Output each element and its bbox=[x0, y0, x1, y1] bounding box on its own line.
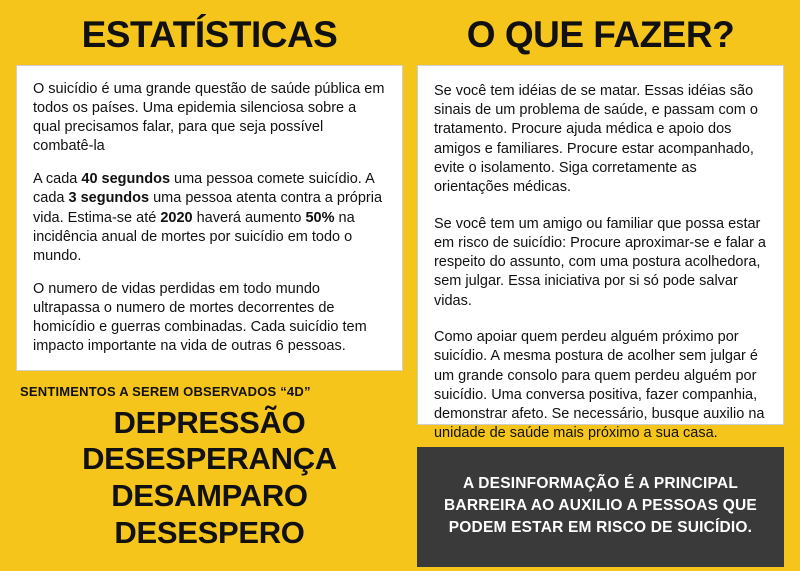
stat-text-part1: A cada bbox=[33, 171, 82, 188]
left-paragraph-stats bbox=[33, 170, 386, 266]
stat-text-part2: uma pessoa comete suicídio. A cada bbox=[33, 171, 374, 207]
right-heading: O QUE FAZER? bbox=[466, 14, 735, 55]
d-words-list bbox=[16, 405, 403, 551]
stat-bold-50-percent: 50% bbox=[305, 209, 335, 226]
what-to-do-card bbox=[417, 65, 784, 442]
stat-text-part5: na incidência anual de mortes por suicídio em todo o mundo. bbox=[33, 209, 355, 264]
stat-text-part4: haverá aumento bbox=[192, 209, 306, 226]
stat-bold-3-segundos: 3 segundos bbox=[68, 190, 150, 207]
right-paragraph-1: Se você tem idéias de se matar. Essas idéias são sinais de um problema de saúde, e passam com o tratamento. Procure ajuda médica e apoio dos amigos e familiares. Procure estar acompanhado, evite o isolamento. Siga corretamente as orientações médicas. bbox=[433, 82, 758, 196]
stat-bold-2020: 2020 bbox=[160, 209, 193, 226]
sub-label-4d: SENTIMENTOS A SEREM OBSERVADOS “4D” bbox=[20, 383, 311, 399]
left-heading: ESTATÍSTICAS bbox=[81, 14, 338, 55]
right-paragraph-2: Se você tem um amigo ou familiar que possa estar em risco de suicídio: Procure aproximar-se e falar a respeito do assunto, com uma postura acolhedora, sem julgar. Essa iniciativa por si só pode salvar vidas. bbox=[433, 215, 766, 309]
left-paragraph-3: O numero de vidas perdidas em todo mundo ultrapassa o numero de mortes decorrentes de homicídio e guerras combinadas. Cada suicídio tem impacto importante na vida de outras 6 pessoas. bbox=[33, 280, 367, 355]
left-paragraph-1: O suicídio é uma grande questão de saúde pública em todos os países. Uma epidemia silenciosa sobre a qual precisamos falar, para que seja possível combatê-la bbox=[33, 80, 385, 155]
stat-bold-40-segundos: 40 segundos bbox=[81, 171, 171, 188]
stat-text-part3: uma pessoa atenta contra a própria vida. Estima-se até bbox=[33, 190, 383, 226]
right-column bbox=[417, 14, 784, 561]
right-paragraph-3: Como apoiar quem perdeu alguém próximo por suicídio. A mesma postura de acolher sem julgar é um grande consolo para quem perdeu alguém por suicídio. Uma conversa positiva, fazer companhia, demonstrar afeto. Se necessário, busque auxilio na unidade de saúde mais próximo a sua casa. bbox=[433, 328, 765, 442]
left-column bbox=[16, 14, 403, 561]
list-item: DESESPERO bbox=[114, 514, 305, 550]
list-item: DESAMPARO bbox=[111, 478, 308, 513]
list-item: DESESPERANÇA bbox=[82, 441, 337, 477]
alert-banner bbox=[417, 447, 784, 567]
list-item: DEPRESSÃO bbox=[113, 404, 306, 440]
alert-banner-text: A DESINFORMAÇÃO É A PRINCIPAL BARREIRA AO AUXILIO A PESSOAS QUE PODEM ESTAR EM RISCO DE SUICÍDIO. bbox=[444, 474, 757, 536]
statistics-card bbox=[16, 65, 403, 371]
